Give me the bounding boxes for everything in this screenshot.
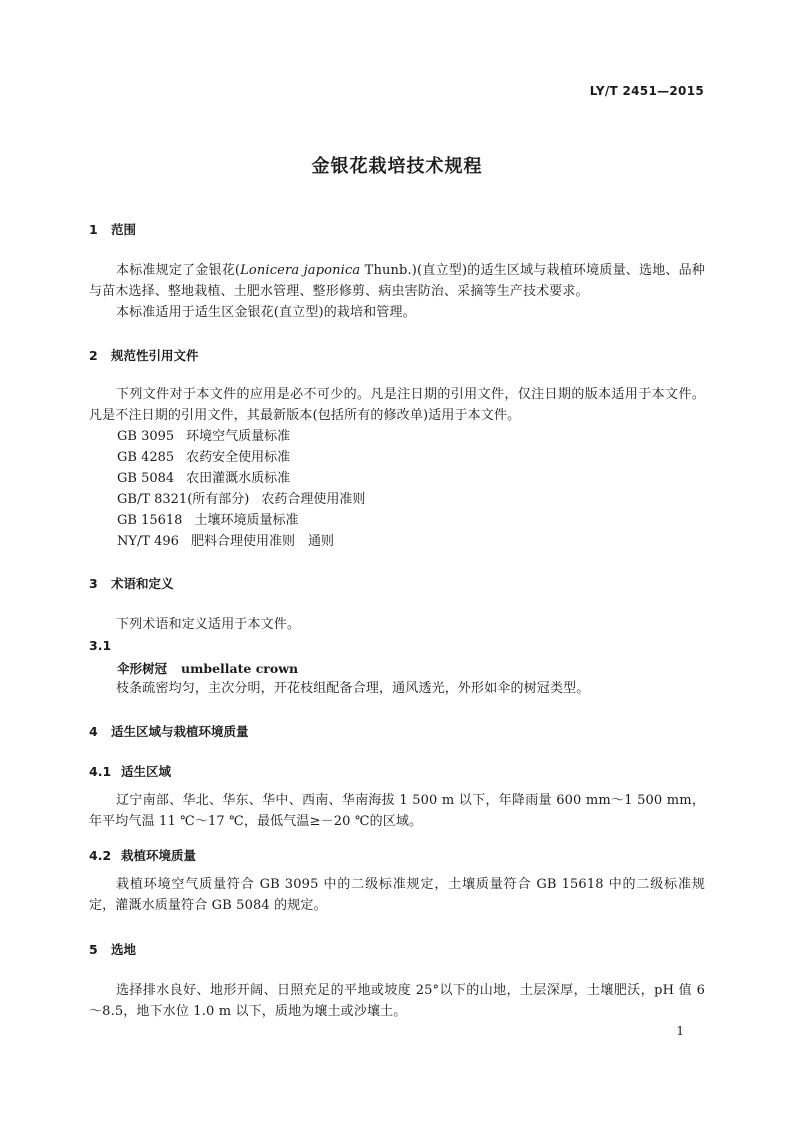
page-number: 1 <box>676 1024 684 1038</box>
reference-code: GB 5084 <box>117 471 175 486</box>
subsection-number: 4.2 <box>89 848 112 863</box>
reference-item <box>117 468 290 489</box>
section-3-heading <box>89 574 174 592</box>
reference-name: 土壤环境质量标准 <box>194 513 299 528</box>
reference-name: 农田灌溉水质标准 <box>186 471 291 486</box>
subsection-3-1-number: 3.1 <box>89 638 112 653</box>
reference-item <box>117 489 365 510</box>
reference-item <box>117 447 290 468</box>
reference-code: GB 4285 <box>117 450 175 465</box>
standard-code: LY/T 2451—2015 <box>589 84 704 98</box>
reference-name: 农药安全使用标准 <box>186 450 291 465</box>
section-1-heading <box>89 220 136 238</box>
subsection-4-2-text: 栽植环境空气质量符合 GB 3095 中的二级标准规定，土壤质量符合 GB 15618 中的二级标准规定，灌溉水质量符合 GB 5084 的规定。 <box>89 877 705 913</box>
section-number: 1 <box>89 222 98 237</box>
text-run: 本标准规定了金银花( <box>116 263 241 278</box>
section-title: 术语和定义 <box>111 576 174 591</box>
section-title: 规范性引用文件 <box>111 348 199 363</box>
section-number: 4 <box>89 724 98 739</box>
reference-name: 农药合理使用准则 <box>261 492 366 507</box>
subsection-4-2-heading <box>89 846 196 864</box>
section-2-heading <box>89 346 199 364</box>
subsection-4-1-heading <box>89 762 171 780</box>
section-1-paragraph-2: 本标准适用于适生区金银花(直立型)的栽培和管理。 <box>116 305 416 320</box>
section-5-text: 选择排水良好、地形开阔、日照充足的平地或坡度 25°以下的山地，土层深厚，土壤肥沃，pH 值 6～8.5，地下水位 1.0 m 以下，质地为壤土或沙壤土。 <box>89 983 705 1019</box>
reference-code: GB/T 8321(所有部分) <box>117 492 250 507</box>
section-number: 3 <box>89 576 98 591</box>
section-title: 适生区域与栽植环境质量 <box>111 724 249 739</box>
reference-name: 环境空气质量标准 <box>186 429 291 444</box>
reference-item <box>117 510 298 531</box>
term-entry <box>117 659 298 677</box>
section-4-heading <box>89 722 249 740</box>
reference-name: 肥料合理使用准则 通则 <box>190 534 334 549</box>
term-chinese: 伞形树冠 <box>117 661 168 676</box>
subsection-title: 栽植环境质量 <box>121 848 197 863</box>
section-title: 选地 <box>111 942 137 957</box>
subsection-4-1-text: 辽宁南部、华北、华东、华中、西南、华南海拔 1 500 m 以下，年降雨量 600 mm～1 500 mm，年平均气温 11 ℃～17 ℃，最低气温≥－20 ℃的区域。 <box>89 793 705 829</box>
section-3-intro: 下列术语和定义适用于本文件。 <box>116 617 301 632</box>
term-english: umbellate crown <box>181 661 299 676</box>
section-2-intro: 下列文件对于本文件的应用是必不可少的。凡是注日期的引用文件，仅注日期的版本适用于本文件。凡是不注日期的引用文件，其最新版本(包括所有的修改单)适用于本文件。 <box>89 387 705 423</box>
term-definition: 枝条疏密均匀，主次分明，开花枝组配备合理，通风透光，外形如伞的树冠类型。 <box>116 681 590 696</box>
document-title: 金银花栽培技术规程 <box>311 156 483 177</box>
section-5-heading <box>89 940 136 958</box>
reference-code: GB 3095 <box>117 429 175 444</box>
section-title: 范围 <box>111 222 137 237</box>
text-run: Thunb.)(直立型)的适生区域与栽植环境质量、选地、品种与苗木选择、整地栽植、土肥水管理、整形修剪、病虫害防治、采摘等生产技术要求。 <box>89 263 705 299</box>
reference-code: NY/T 496 <box>117 534 179 549</box>
section-1-paragraph-1 <box>89 260 705 302</box>
section-number: 2 <box>89 348 98 363</box>
subsection-title: 适生区域 <box>121 764 172 779</box>
reference-code: GB 15618 <box>117 513 183 528</box>
reference-item <box>117 426 290 447</box>
subsection-number: 4.1 <box>89 764 112 779</box>
reference-item <box>117 531 334 552</box>
latin-name: Lonicera japonica <box>240 263 361 278</box>
section-number: 5 <box>89 942 98 957</box>
